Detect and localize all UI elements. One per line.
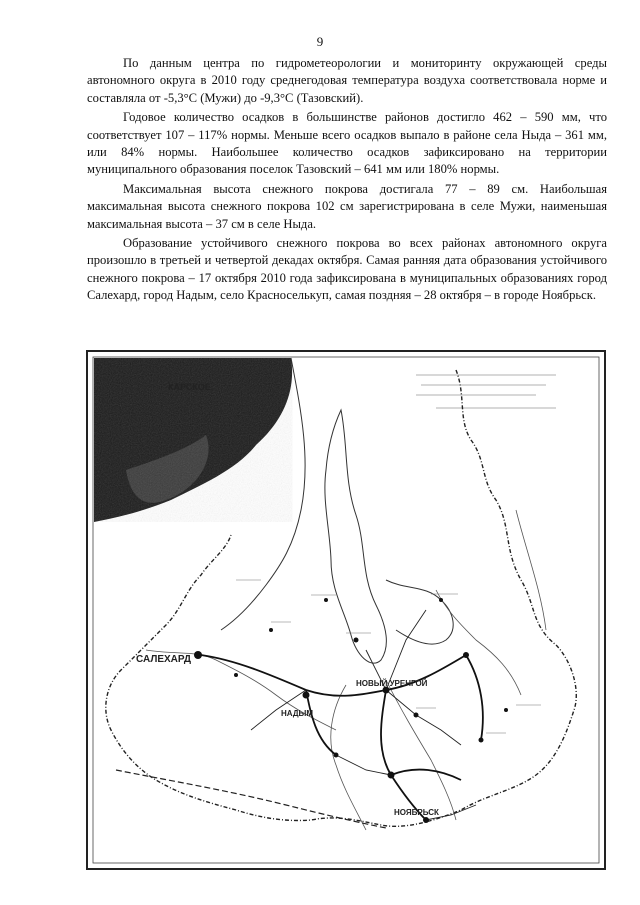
regional-map [86,350,606,870]
new-urengoy-label: НОВЫЙ УРЕНГОЙ [356,679,428,688]
sea-label: КАРСКОЕ [168,382,211,392]
paragraph-snow-cover-dates: Образование устойчивого снежного покрова во всех районах автономного округа произошло в третьей и четвертой декадах октября. Самая ранняя дата образования устойчивого снежного покрова – 17 октября 2010 года зафиксирована в муниципальных образованиях город Салехард, город Надым, село Красноселькуп, самая поздняя – 28 октября – в городе Ноябрьск. [87,236,607,303]
paragraph-temperature: По данным центра по гидрометеорологии и мониторинту окружающей среды автономного округа в 2010 году среднегодовая температура воздуха соответствовала норме и составляла от -5,3°С (Мужи) до -9,3°С (Тазовский). [87,56,607,105]
paragraph-snow-depth: Максимальная высота снежного покрова достигала 77 – 89 см. Наибольшая максимальная высота снежного покрова 102 см зарегистрирована в селе Мужи, наименьшая максимальная высота – 37 см в селе Ныда. [87,181,607,231]
nadym-label: НАДЫМ [281,709,314,718]
paragraph-precipitation: Годовое количество осадков в большинстве районов достигло 462 – 590 мм, что соответствует 107 – 117% нормы. Меньше всего осадков выпало в районе села Ныда – 361 мм, или 84% нормы. Наибольшее количество осадков зафиксировано на территории муниципального образования поселок Тазовский – 641 мм или 180% нормы. [87,110,607,177]
map-image [86,350,606,870]
page-number: 9 [316,34,324,49]
salekhard-label: САЛЕХАРД [136,654,192,665]
noyabrsk-label: НОЯБРЬСК [394,808,439,817]
body-text [87,55,607,307]
